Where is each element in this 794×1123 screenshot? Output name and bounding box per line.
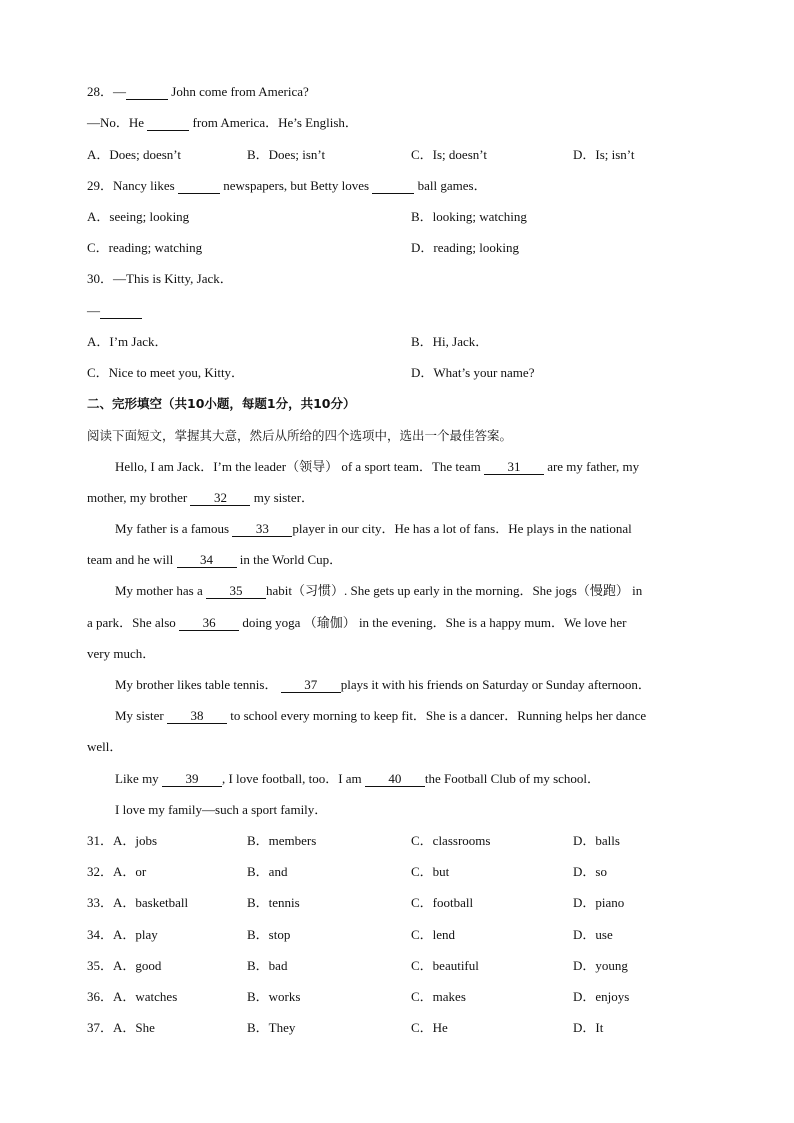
answer-blank [178, 179, 220, 194]
answer-37-b: B．They [247, 1020, 296, 1035]
answer-blank [372, 179, 414, 194]
answer-34-b: B．stop [247, 927, 291, 942]
answer-31-c: C．classrooms [411, 833, 491, 848]
answer-33-b: B．tennis [247, 895, 300, 910]
option-d: D．Is; isn’t [573, 147, 635, 162]
blank-37: 37 [281, 678, 341, 693]
passage-text: in the World Cup． [239, 552, 343, 567]
blank-31: 31 [484, 460, 544, 475]
passage-text: my sister． [253, 490, 315, 505]
passage-text: player in our city．He has a lot of fans．He plays in the national [292, 521, 632, 536]
passage-text: mother, my brother [87, 490, 188, 505]
passage-line [115, 707, 646, 725]
answer-blank [126, 85, 168, 100]
answer-34-d: D．use [573, 927, 613, 942]
answer-34-c: C．lend [411, 927, 456, 942]
passage-text: My mother has a [115, 583, 203, 598]
answer-37-c: C．He [411, 1020, 448, 1035]
answer-32-d: D．so [573, 864, 607, 879]
passage-line [87, 551, 342, 569]
answer-blank [147, 116, 189, 131]
answer-36-a: 36．A．watches [87, 989, 178, 1004]
passage-line [87, 489, 314, 507]
answer-36-d: D．enjoys [573, 989, 630, 1004]
passage-line: very much． [87, 646, 156, 661]
section-instruction: 阅读下面短文，掌握其大意，然后从所给的四个选项中，选出一个最佳答案。 [87, 428, 513, 443]
answer-35-a: 35．A．good [87, 958, 162, 973]
question-29 [87, 177, 487, 195]
answer-31-b: B．members [247, 833, 317, 848]
section-title: 二、完形填空（共10小题，每题1分，共10分） [87, 396, 356, 411]
answer-35-b: B．bad [247, 958, 288, 973]
passage-text: My brother likes table tennis． [115, 677, 278, 692]
passage-text: a park．She also [87, 615, 176, 630]
answer-36-c: C．makes [411, 989, 466, 1004]
answer-33-d: D．piano [573, 895, 625, 910]
question-28-line2 [87, 114, 358, 132]
passage-line [115, 676, 651, 694]
option-c: C．Nice to meet you, Kitty． [87, 365, 245, 380]
passage-line [115, 520, 632, 538]
answer-31-d: D．balls [573, 833, 620, 848]
option-b: B．Hi, Jack． [411, 334, 489, 349]
passage-text: team and he will [87, 552, 174, 567]
answer-37-a: 37．A．She [87, 1020, 155, 1035]
option-a: A．Does; doesn’t [87, 147, 182, 162]
question-28 [87, 83, 309, 101]
option-d: D．What’s your name? [411, 365, 535, 380]
q28-prefix: 28．— [87, 84, 127, 99]
question-30: 30．—This is Kitty, Jack． [87, 271, 233, 286]
q30-dash: — [87, 303, 100, 318]
blank-32: 32 [190, 491, 250, 506]
option-b: B．looking; watching [411, 209, 527, 224]
answer-35-c: C．beautiful [411, 958, 479, 973]
question-30-line2 [87, 302, 142, 320]
blank-34: 34 [177, 553, 237, 568]
passage-line: I love my family—such a sport family． [115, 802, 328, 817]
answer-31-a: 31．A．jobs [87, 833, 158, 848]
passage-text: are my father, my [547, 459, 640, 474]
passage-line [87, 614, 627, 632]
answer-33-a: 33．A．basketball [87, 895, 189, 910]
passage-line [115, 770, 600, 788]
q29-b: newspapers, but Betty loves [223, 178, 370, 193]
passage-line: well． [87, 739, 123, 754]
answer-33-c: C．football [411, 895, 474, 910]
blank-40: 40 [365, 772, 425, 787]
answer-35-d: D．young [573, 958, 628, 973]
answer-32-a: 32．A．or [87, 864, 147, 879]
answer-34-a: 34．A．play [87, 927, 158, 942]
q28-line2-a: —No．He [87, 115, 145, 130]
option-c: C．Is; doesn’t [411, 147, 487, 162]
passage-text: Like my [115, 771, 159, 786]
option-a: A．seeing; looking [87, 209, 190, 224]
passage-text: doing yoga （瑜伽） in the evening．She is a happy mum．We love her [242, 615, 627, 630]
passage-text: My sister [115, 708, 164, 723]
passage-text: Hello, I am Jack．I’m the leader（领导） of a sport team．The team [115, 459, 481, 474]
passage-text: habit（习惯）. She gets up early in the morning．She jogs（慢跑） in [265, 583, 643, 598]
blank-33: 33 [232, 522, 292, 537]
blank-38: 38 [167, 709, 227, 724]
passage-text: My father is a famous [115, 521, 230, 536]
answer-36-b: B．works [247, 989, 301, 1004]
option-c: C．reading; watching [87, 240, 203, 255]
blank-36: 36 [179, 616, 239, 631]
passage-text: plays it with his friends on Saturday or Sunday afternoon． [340, 677, 651, 692]
passage-text: the Football Club of my school． [424, 771, 601, 786]
q28-line2-b: from America．He’s English． [192, 115, 358, 130]
q29-c: ball games． [417, 178, 487, 193]
answer-37-d: D．It [573, 1020, 604, 1035]
q29-a: 29．Nancy likes [87, 178, 175, 193]
blank-35: 35 [206, 584, 266, 599]
answer-32-b: B．and [247, 864, 288, 879]
q28-text: John come from America? [171, 84, 309, 99]
passage-line [115, 458, 639, 476]
answer-32-c: C．but [411, 864, 450, 879]
option-a: A．I’m Jack． [87, 334, 168, 349]
passage-text: to school every morning to keep fit．She is a dancer．Running helps her dance [230, 708, 647, 723]
passage-line [115, 582, 642, 600]
passage-text: , I love football, too．I am [221, 771, 362, 786]
option-b: B．Does; isn’t [247, 147, 326, 162]
option-d: D．reading; looking [411, 240, 519, 255]
answer-blank [100, 304, 142, 319]
blank-39: 39 [162, 772, 222, 787]
